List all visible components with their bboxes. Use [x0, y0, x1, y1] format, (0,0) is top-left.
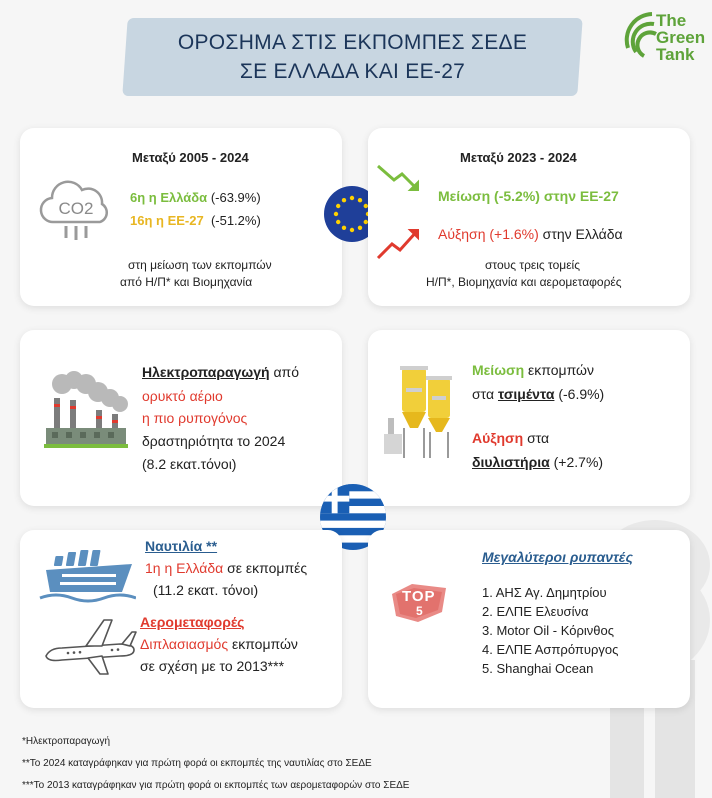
top-polluters-heading: Μεγαλύτεροι ρυπαντές [482, 549, 633, 565]
trend-down-icon [374, 160, 430, 200]
card1-note1: στη μείωση των εκπομπών [128, 258, 272, 272]
card3-line5: (8.2 εκατ.τόνοι) [142, 456, 237, 472]
aviation-title: Αερομεταφορές [140, 614, 245, 630]
top5-badge-number: 5 [416, 604, 423, 618]
cement-silo-icon [380, 358, 460, 468]
co2-label: CO2 [58, 199, 94, 218]
list-item: 2. ΕΛΠΕ Ελευσίνα [482, 604, 589, 619]
card1-note2: από Η/Π* και Βιομηχανία [120, 275, 253, 289]
aviation-line1: Διπλασιασμός εκπομπών [140, 636, 298, 652]
top5-badge-text: TOP [402, 588, 436, 605]
top-polluters-list [482, 585, 618, 680]
ship-icon [36, 542, 136, 606]
card2-line2: Αύξηση (+1.6%) στην Ελλάδα [438, 226, 623, 242]
card2-note1: στους τρεις τομείς [485, 258, 580, 272]
co2-cloud-icon [36, 178, 116, 248]
shipping-line1: 1η η Ελλάδα σε εκπομπές [145, 560, 308, 576]
airplane-icon [42, 614, 138, 678]
card2-note2: Η/Π*, Βιομηχανία και αερομεταφορές [426, 275, 622, 289]
logo-leaf-icon [620, 8, 660, 74]
footnote-2: **Το 2024 καταγράφηκαν για πρώτη φορά οι εκπομπές της ναυτιλίας στο ΣΕΔΕ [22, 758, 372, 769]
shipping-title: Ναυτιλία ** [145, 538, 218, 554]
list-item: 5. Shanghai Ocean [482, 661, 594, 676]
footnote-3: ***Το 2013 καταγράφηκαν για πρώτη φορά οι εκπομπές των αερομεταφορών στο ΣΕΔΕ [22, 780, 410, 791]
card4-line4: διυλιστήρια (+2.7%) [472, 454, 604, 470]
top5-badge [392, 580, 446, 624]
card1-heading: Μεταξύ 2005 - 2024 [132, 150, 249, 165]
card1-line1: 6η η Ελλάδα (-63.9%) [130, 190, 261, 205]
trend-up-icon [374, 220, 430, 262]
shipping-line2: (11.2 εκατ. τόνοι) [153, 582, 259, 598]
card3-line1: Ηλεκτροπαραγωγή από [142, 364, 300, 380]
list-item: 1. ΑΗΣ Αγ. Δημητρίου [482, 585, 607, 600]
aviation-line2: σε σχέση με το 2013*** [140, 658, 285, 674]
card4-line1: Μείωση εκπομπών [472, 362, 594, 378]
logo-text: The Green Tank [656, 11, 706, 64]
card4-line2: στα τσιμέντα (-6.9%) [472, 386, 605, 402]
card3-line3: η πιο ρυπογόνος [142, 410, 248, 426]
page-title: ΟΡΟΣΗΜΑ ΣΤΙΣ ΕΚΠΟΜΠΕΣ ΣΕΔΕ ΣΕ ΕΛΛΑΔΑ ΚΑΙ ΕΕ-27 [177, 31, 528, 83]
list-item: 3. Motor Oil - Κόρινθος [482, 623, 614, 638]
card4-line3: Αύξηση στα [472, 430, 550, 446]
list-item: 4. ΕΛΠΕ Ασπρόπυργος [482, 642, 619, 657]
footnote-1: *Ηλεκτροπαραγωγή [22, 736, 111, 747]
card2-heading: Μεταξύ 2023 - 2024 [460, 150, 577, 165]
card1-line2: 16η η ΕΕ-27 (-51.2%) [130, 213, 261, 228]
card3-line2: ορυκτό αέριο [142, 388, 223, 404]
power-plant-icon [40, 370, 130, 450]
card2-line1: Μείωση (-5.2%) στην ΕΕ-27 [438, 188, 619, 204]
card3-line4: δραστηριότητα το 2024 [142, 433, 286, 449]
